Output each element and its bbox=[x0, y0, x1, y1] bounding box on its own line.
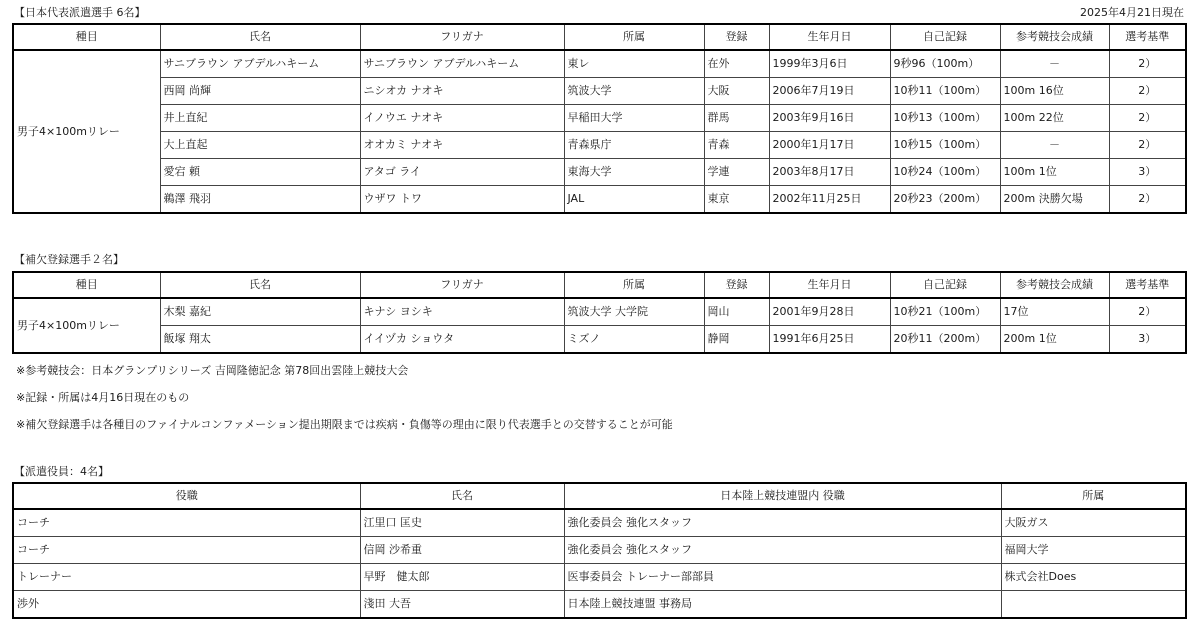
table-row bbox=[13, 326, 1186, 354]
registration-cell: 大阪 bbox=[704, 78, 769, 105]
affiliation-cell: ミズノ bbox=[564, 326, 704, 354]
registration-cell: 東京 bbox=[704, 186, 769, 214]
dob-cell: 2002年11月25日 bbox=[769, 186, 890, 214]
col-header-dob: 生年月日 bbox=[769, 272, 890, 298]
name-cell: サニブラウン アブデルハキーム bbox=[160, 50, 360, 78]
kana-cell: イイヅカ ショウタ bbox=[360, 326, 564, 354]
record-cell: 10秒15（100m） bbox=[890, 132, 1000, 159]
kana-cell: サニブラウン アブデルハキーム bbox=[360, 50, 564, 78]
result-cell: 100m 1位 bbox=[1000, 159, 1109, 186]
name-cell: 井上直紀 bbox=[160, 105, 360, 132]
role-cell: 渉外 bbox=[13, 591, 360, 619]
criteria-cell: 3） bbox=[1109, 159, 1186, 186]
criteria-cell: 2） bbox=[1109, 132, 1186, 159]
note-reference-meet: ※参考競技会：日本グランプリシリーズ 吉岡隆徳記念 第78回出雲陸上競技大会 bbox=[16, 364, 409, 377]
kana-cell: イノウエ ナオキ bbox=[360, 105, 564, 132]
registration-cell: 青森 bbox=[704, 132, 769, 159]
dob-cell: 2003年9月16日 bbox=[769, 105, 890, 132]
table-row bbox=[13, 298, 1186, 326]
table-row bbox=[13, 186, 1186, 214]
col-header-registration: 登録 bbox=[704, 272, 769, 298]
table-row bbox=[13, 132, 1186, 159]
col-header-kana: フリガナ bbox=[360, 272, 564, 298]
table-row bbox=[13, 537, 1186, 564]
jaaf-role-cell: 日本陸上競技連盟 事務局 bbox=[564, 591, 1001, 619]
criteria-cell: 3） bbox=[1109, 326, 1186, 354]
affiliation-cell bbox=[1001, 591, 1186, 619]
criteria-cell: 2） bbox=[1109, 298, 1186, 326]
table-header-row bbox=[13, 483, 1186, 509]
affiliation-cell: 青森県庁 bbox=[564, 132, 704, 159]
table-row bbox=[13, 564, 1186, 591]
role-cell: コーチ bbox=[13, 509, 360, 537]
registration-cell: 静岡 bbox=[704, 326, 769, 354]
result-cell: 200m 決勝欠場 bbox=[1000, 186, 1109, 214]
name-cell: 早野 健太郎 bbox=[360, 564, 564, 591]
result-cell: 100m 22位 bbox=[1000, 105, 1109, 132]
name-cell: 西岡 尚輝 bbox=[160, 78, 360, 105]
dob-cell: 2001年9月28日 bbox=[769, 298, 890, 326]
result-cell: － bbox=[1000, 50, 1109, 78]
criteria-cell: 2） bbox=[1109, 105, 1186, 132]
col-header-result: 参考競技会成績 bbox=[1000, 24, 1109, 50]
name-cell: 愛宕 頼 bbox=[160, 159, 360, 186]
criteria-cell: 2） bbox=[1109, 78, 1186, 105]
jaaf-role-cell: 強化委員会 強化スタッフ bbox=[564, 537, 1001, 564]
name-cell: 信岡 沙希重 bbox=[360, 537, 564, 564]
kana-cell: オオカミ ナオキ bbox=[360, 132, 564, 159]
kana-cell: ニシオカ ナオキ bbox=[360, 78, 564, 105]
dob-cell: 2006年7月19日 bbox=[769, 78, 890, 105]
affiliation-cell: JAL bbox=[564, 186, 704, 214]
section-title-main: 【日本代表派遣選手 6名】 bbox=[14, 6, 146, 19]
criteria-cell: 2） bbox=[1109, 50, 1186, 78]
record-cell: 10秒11（100m） bbox=[890, 78, 1000, 105]
jaaf-role-cell: 強化委員会 強化スタッフ bbox=[564, 509, 1001, 537]
col-header-result: 参考競技会成績 bbox=[1000, 272, 1109, 298]
affiliation-cell: 大阪ガス bbox=[1001, 509, 1186, 537]
affiliation-cell: 筑波大学 bbox=[564, 78, 704, 105]
col-header-criteria: 選考基準 bbox=[1109, 272, 1186, 298]
col-header-record: 自己記録 bbox=[890, 24, 1000, 50]
section-title-reserve: 【補欠登録選手２名】 bbox=[14, 253, 124, 266]
name-cell: 鵜澤 飛羽 bbox=[160, 186, 360, 214]
registration-cell: 学連 bbox=[704, 159, 769, 186]
affiliation-cell: 東海大学 bbox=[564, 159, 704, 186]
dob-cell: 2003年8月17日 bbox=[769, 159, 890, 186]
record-cell: 20秒11（200m） bbox=[890, 326, 1000, 354]
record-cell: 20秒23（200m） bbox=[890, 186, 1000, 214]
table-row bbox=[13, 50, 1186, 78]
affiliation-cell: 早稲田大学 bbox=[564, 105, 704, 132]
dob-cell: 1991年6月25日 bbox=[769, 326, 890, 354]
section-title-officials: 【派遣役員：4名】 bbox=[14, 465, 109, 478]
col-header-affiliation: 所属 bbox=[564, 272, 704, 298]
col-header-name: 氏名 bbox=[160, 24, 360, 50]
registration-cell: 群馬 bbox=[704, 105, 769, 132]
registration-cell: 在外 bbox=[704, 50, 769, 78]
col-header-kana: フリガナ bbox=[360, 24, 564, 50]
note-reserve-rule: ※補欠登録選手は各種目のファイナルコンファメーション提出期限までは疾病・負傷等の理由に限り代表選手との交替することが可能 bbox=[16, 418, 673, 431]
col-header-name: 氏名 bbox=[360, 483, 564, 509]
name-cell: 大上直起 bbox=[160, 132, 360, 159]
affiliation-cell: 筑波大学 大学院 bbox=[564, 298, 704, 326]
registration-cell: 岡山 bbox=[704, 298, 769, 326]
note-record-date: ※記録・所属は4月16日現在のもの bbox=[16, 391, 190, 404]
col-header-registration: 登録 bbox=[704, 24, 769, 50]
result-cell: 17位 bbox=[1000, 298, 1109, 326]
record-cell: 9秒96（100m） bbox=[890, 50, 1000, 78]
col-header-jaaf-role: 日本陸上競技連盟内 役職 bbox=[564, 483, 1001, 509]
col-header-name: 氏名 bbox=[160, 272, 360, 298]
col-header-event: 種目 bbox=[13, 272, 160, 298]
col-header-role: 役職 bbox=[13, 483, 360, 509]
col-header-event: 種目 bbox=[13, 24, 160, 50]
as-of-date: 2025年4月21日現在 bbox=[1080, 6, 1184, 19]
affiliation-cell: 株式会社Does bbox=[1001, 564, 1186, 591]
event-cell: 男子4×100mリレー bbox=[13, 298, 160, 353]
dob-cell: 1999年3月6日 bbox=[769, 50, 890, 78]
table-header-row bbox=[13, 272, 1186, 298]
role-cell: トレーナー bbox=[13, 564, 360, 591]
role-cell: コーチ bbox=[13, 537, 360, 564]
affiliation-cell: 福岡大学 bbox=[1001, 537, 1186, 564]
name-cell: 飯塚 翔太 bbox=[160, 326, 360, 354]
table-row bbox=[13, 159, 1186, 186]
kana-cell: アタゴ ライ bbox=[360, 159, 564, 186]
table-header-row bbox=[13, 24, 1186, 50]
reserve-table bbox=[12, 271, 1187, 354]
col-header-record: 自己記録 bbox=[890, 272, 1000, 298]
col-header-affiliation: 所属 bbox=[1001, 483, 1186, 509]
col-header-affiliation: 所属 bbox=[564, 24, 704, 50]
table-row bbox=[13, 105, 1186, 132]
event-cell: 男子4×100mリレー bbox=[13, 50, 160, 213]
record-cell: 10秒24（100m） bbox=[890, 159, 1000, 186]
criteria-cell: 2） bbox=[1109, 186, 1186, 214]
record-cell: 10秒21（100m） bbox=[890, 298, 1000, 326]
name-cell: 淺田 大吾 bbox=[360, 591, 564, 619]
kana-cell: キナシ ヨシキ bbox=[360, 298, 564, 326]
table-row bbox=[13, 509, 1186, 537]
result-cell: － bbox=[1000, 132, 1109, 159]
kana-cell: ウザワ トワ bbox=[360, 186, 564, 214]
result-cell: 200m 1位 bbox=[1000, 326, 1109, 354]
dob-cell: 2000年1月17日 bbox=[769, 132, 890, 159]
name-cell: 木梨 嘉紀 bbox=[160, 298, 360, 326]
col-header-criteria: 選考基準 bbox=[1109, 24, 1186, 50]
affiliation-cell: 東レ bbox=[564, 50, 704, 78]
result-cell: 100m 16位 bbox=[1000, 78, 1109, 105]
table-row bbox=[13, 78, 1186, 105]
record-cell: 10秒13（100m） bbox=[890, 105, 1000, 132]
table-row bbox=[13, 591, 1186, 619]
col-header-dob: 生年月日 bbox=[769, 24, 890, 50]
officials-table bbox=[12, 482, 1187, 619]
jaaf-role-cell: 医事委員会 トレーナー部部員 bbox=[564, 564, 1001, 591]
name-cell: 江里口 匡史 bbox=[360, 509, 564, 537]
main-team-table bbox=[12, 23, 1187, 214]
